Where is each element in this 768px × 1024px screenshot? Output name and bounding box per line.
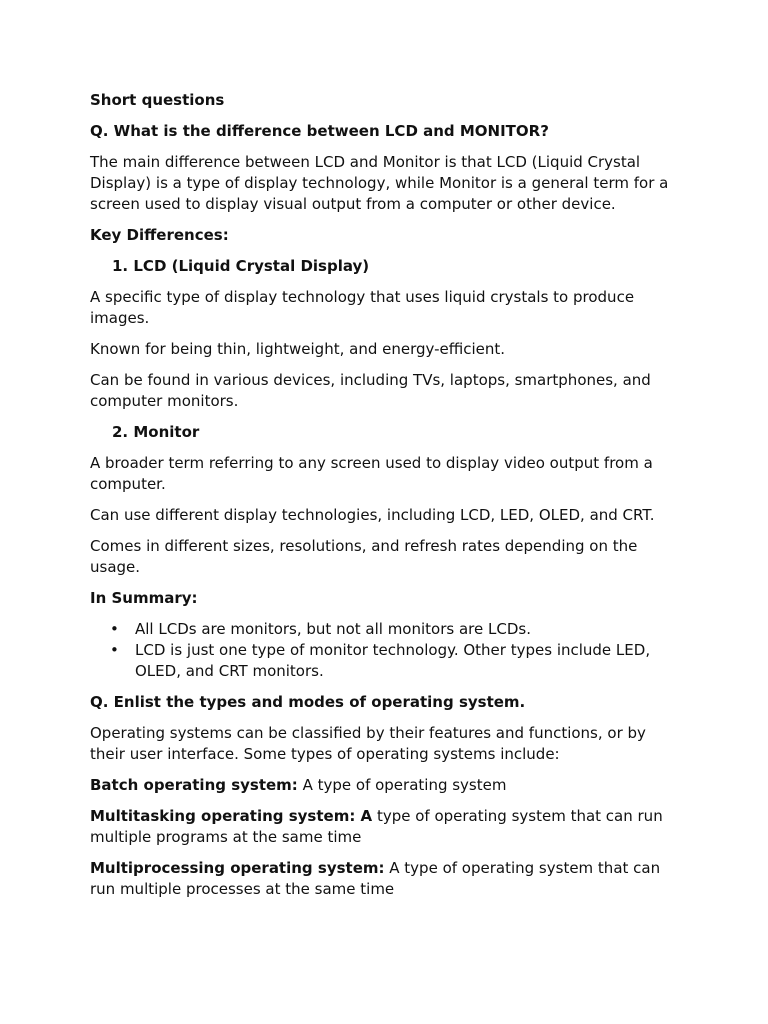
lcd-point: A specific type of display technology that uses liquid crystals to produce images. [90, 288, 635, 327]
question-1: Q. What is the difference between LCD and MONITOR? [90, 122, 549, 140]
monitor-point: Can use different display technologies, including LCD, LED, OLED, and CRT. [90, 506, 655, 524]
document-page [90, 90, 680, 910]
bullet-icon: • [110, 620, 119, 638]
item-title: Monitor [133, 423, 200, 441]
lcd-point: Can be found in various devices, including TVs, laptops, smartphones, and computer monitors. [90, 371, 651, 410]
numbered-item-lcd [90, 256, 680, 277]
q1-intro-paragraph: The main difference between LCD and Monitor is that LCD (Liquid Crystal Display) is a type of display technology, while Monitor is a general term for a screen used to display visual output from a computer or other device. [90, 153, 669, 213]
key-differences-label: Key Differences: [90, 226, 229, 244]
list-item-text: LCD is just one type of monitor technology. Other types include LED, OLED, and CRT monitors. [135, 641, 651, 680]
question-2: Q. Enlist the types and modes of operating system. [90, 693, 526, 711]
monitor-point: Comes in different sizes, resolutions, and refresh rates depending on the usage. [90, 537, 638, 576]
os-type-multitasking [90, 806, 680, 848]
list-item-text: All LCDs are monitors, but not all monitors are LCDs. [135, 620, 531, 638]
item-number: 2. [112, 423, 129, 441]
definition: A type of operating system [297, 776, 507, 794]
os-type-batch [90, 775, 680, 796]
monitor-point: A broader term referring to any screen used to display video output from a computer. [90, 454, 653, 493]
item-number: 1. [112, 257, 129, 275]
section-heading: Short questions [90, 91, 225, 109]
term: Batch operating system: [90, 776, 298, 794]
list-item [90, 619, 680, 640]
os-type-multiprocessing [90, 858, 680, 900]
list-item [90, 640, 680, 682]
term: Multitasking operating system: A [90, 807, 373, 825]
definition: A type of operating system that can run multiple processes at the same time [90, 859, 661, 898]
q2-intro-paragraph: Operating systems can be classified by their features and functions, or by their user interface. Some types of operating systems include: [90, 724, 646, 763]
term: Multiprocessing operating system: [90, 859, 385, 877]
definition: type of operating system that can run multiple programs at the same time [90, 807, 663, 846]
lcd-point: Known for being thin, lightweight, and energy-efficient. [90, 340, 506, 358]
summary-list [90, 619, 680, 682]
numbered-item-monitor [90, 422, 680, 443]
item-title: LCD (Liquid Crystal Display) [133, 257, 370, 275]
bullet-icon: • [110, 641, 119, 659]
summary-label: In Summary: [90, 589, 198, 607]
